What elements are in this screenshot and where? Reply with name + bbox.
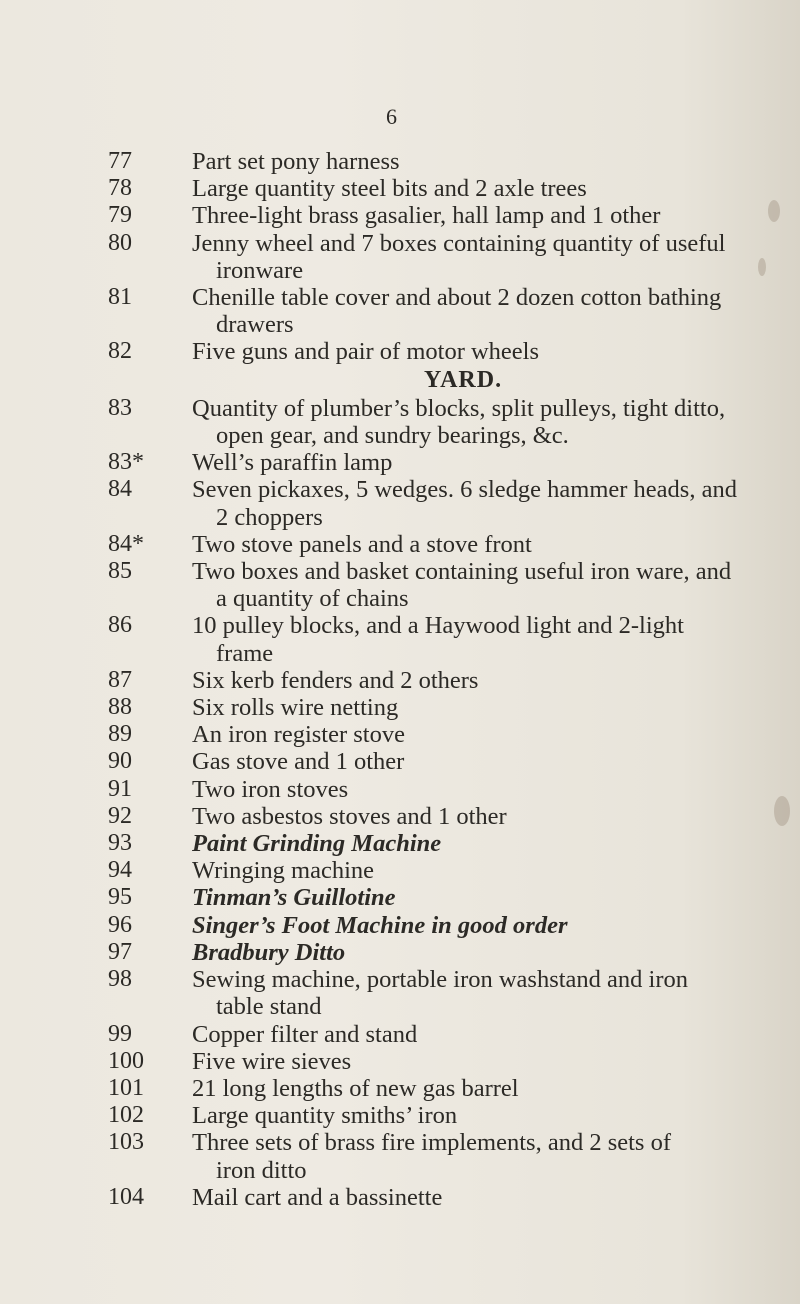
lot-number: 77: [108, 148, 132, 174]
lot-number: 85: [108, 558, 132, 585]
lot-number: 87: [108, 666, 132, 693]
lot-entry: [108, 476, 788, 530]
lot-number: 83: [108, 394, 132, 421]
lot-entry: [108, 1021, 788, 1048]
lot-description-continuation: drawers: [216, 311, 294, 339]
lot-entry: [108, 912, 788, 939]
lot-number: 82: [108, 338, 132, 365]
lot-group-before-yard: [108, 148, 788, 366]
lot-description: 10 pulley blocks, and a Haywood light and 2-light: [192, 612, 684, 640]
lot-entry: [108, 558, 788, 612]
lot-description: Jenny wheel and 7 boxes containing quantity of useful: [192, 229, 726, 257]
lot-description: Copper filter and stand: [192, 1020, 418, 1048]
lot-description: Two asbestos stoves and 1 other: [192, 802, 507, 830]
lot-description: Five guns and pair of motor wheels: [192, 338, 540, 366]
lot-number: 78: [108, 175, 132, 202]
lot-description-continuation: iron ditto: [216, 1156, 307, 1184]
lot-entry: [108, 966, 788, 1020]
lot-entry: [108, 395, 788, 449]
lot-entry: [108, 857, 788, 884]
lot-number: 97: [108, 938, 132, 965]
lot-description: Two iron stoves: [192, 775, 349, 803]
lot-number: 103: [108, 1129, 144, 1156]
lot-entry: [108, 939, 788, 966]
lot-number: 93: [108, 830, 132, 857]
lot-number: 95: [108, 884, 132, 911]
lot-entry: [108, 148, 788, 175]
lot-entry: [108, 1102, 788, 1129]
lot-entry: [108, 230, 788, 284]
lot-entry: [108, 1048, 788, 1075]
lot-list: [108, 148, 788, 1211]
lot-number: 99: [108, 1020, 132, 1047]
lot-description: Singer’s Foot Machine in good order: [192, 911, 568, 939]
lot-entry: [108, 1184, 788, 1211]
lot-description: Three sets of brass fire implements, and 2 sets of: [192, 1129, 671, 1157]
lot-description: Seven pickaxes, 5 wedges. 6 sledge hammer heads, and: [192, 476, 737, 504]
lot-group-yard: [108, 395, 788, 1211]
lot-number: 84: [108, 476, 132, 503]
lot-number: 88: [108, 694, 132, 721]
lot-number: 92: [108, 802, 132, 829]
lot-entry: [108, 721, 788, 748]
lot-description: Paint Grinding Machine: [192, 830, 442, 858]
lot-description: Large quantity smiths’ iron: [192, 1102, 458, 1130]
lot-description: Five wire sieves: [192, 1047, 352, 1075]
lot-number: 80: [108, 229, 132, 256]
lot-entry: [108, 667, 788, 694]
lot-entry: [108, 803, 788, 830]
lot-number: 102: [108, 1102, 144, 1129]
lot-entry: [108, 338, 788, 365]
lot-description: Three-light brass gasalier, hall lamp and 1 other: [192, 202, 661, 230]
lot-description: Tinman’s Guillotine: [192, 884, 396, 912]
lot-description: Mail cart and a bassinette: [192, 1183, 443, 1211]
lot-entry: [108, 694, 788, 721]
lot-number: 79: [108, 202, 132, 229]
lot-description: Quantity of plumber’s blocks, split pulleys, tight ditto,: [192, 394, 726, 422]
lot-entry: [108, 1075, 788, 1102]
lot-entry: [108, 284, 788, 338]
lot-description: Two stove panels and a stove front: [192, 530, 532, 558]
lot-description-continuation: ironware: [216, 256, 304, 284]
lot-description: Wringing machine: [192, 857, 375, 885]
lot-number: 94: [108, 857, 132, 884]
lot-number: 100: [108, 1047, 144, 1074]
lot-description: Six rolls wire netting: [192, 694, 399, 722]
lot-entry: [108, 748, 788, 775]
lot-entry: [108, 884, 788, 911]
lot-description: Part set pony harness: [192, 148, 400, 175]
lot-description: Two boxes and basket containing useful iron ware, and: [192, 558, 732, 586]
section-heading-yard: YARD.: [423, 366, 503, 393]
lot-number: 83*: [108, 449, 144, 476]
lot-number: 101: [108, 1074, 144, 1101]
lot-entry: [108, 175, 788, 202]
lot-number: 90: [108, 748, 132, 775]
lot-description: Bradbury Ditto: [192, 938, 346, 966]
lot-description-continuation: a quantity of chains: [216, 585, 409, 613]
lot-description: Sewing machine, portable iron washstand and iron: [192, 966, 689, 994]
lot-description: Well’s paraffin lamp: [192, 449, 393, 477]
lot-description: An iron register stove: [192, 721, 405, 749]
lot-entry: [108, 612, 788, 666]
lot-number: 104: [108, 1183, 144, 1210]
lot-description: Large quantity steel bits and 2 axle trees: [192, 175, 587, 203]
lot-number: 81: [108, 284, 132, 311]
lot-entry: [108, 776, 788, 803]
lot-entry: [108, 1129, 788, 1183]
lot-description-continuation: frame: [216, 639, 274, 667]
page-number: 6: [386, 104, 398, 129]
lot-description-continuation: 2 choppers: [216, 503, 323, 531]
lot-description: 21 long lengths of new gas barrel: [192, 1074, 519, 1102]
lot-entry: [108, 449, 788, 476]
lot-number: 84*: [108, 530, 144, 557]
lot-entry: [108, 202, 788, 229]
lot-description: Gas stove and 1 other: [192, 748, 405, 776]
lot-number: 89: [108, 721, 132, 748]
lot-description: Chenille table cover and about 2 dozen cotton bathing: [192, 284, 722, 312]
lot-number: 96: [108, 911, 132, 938]
lot-number: 98: [108, 966, 132, 993]
lot-entry: [108, 531, 788, 558]
lot-entry: [108, 830, 788, 857]
lot-description-continuation: open gear, and sundry bearings, &c.: [216, 422, 569, 450]
lot-number: 91: [108, 775, 132, 802]
lot-description-continuation: table stand: [216, 993, 322, 1021]
lot-description: Six kerb fenders and 2 others: [192, 666, 479, 694]
lot-number: 86: [108, 612, 132, 639]
